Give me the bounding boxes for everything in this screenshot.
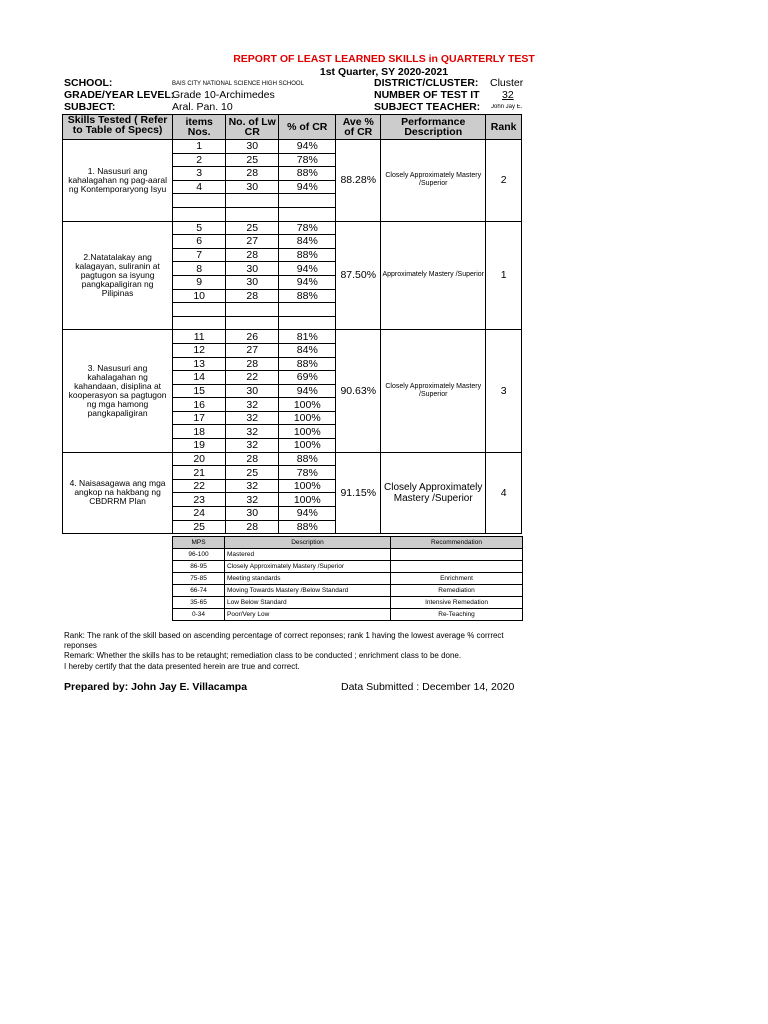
ave-cell: 91.15% — [336, 452, 381, 534]
item-cell: 3 — [173, 167, 226, 181]
subject-value: Aral. Pan. 10 — [172, 101, 233, 113]
mps-range-cell: 75-85 — [173, 573, 225, 585]
table-row — [63, 330, 522, 344]
lw-cell: 32 — [226, 425, 279, 439]
pct-cell: 100% — [279, 425, 336, 439]
test-items-value: 32 — [502, 89, 514, 101]
mps-row — [173, 597, 523, 609]
mps-row — [173, 549, 523, 561]
item-cell: 6 — [173, 235, 226, 249]
lw-cell: 28 — [226, 520, 279, 534]
teacher-label: SUBJECT TEACHER: — [374, 101, 481, 113]
item-cell: 7 — [173, 248, 226, 262]
pct-cell: 88% — [279, 289, 336, 303]
lw-cell: 25 — [226, 466, 279, 480]
least-learned-skills-table — [62, 114, 522, 534]
lw-cell: 25 — [226, 221, 279, 235]
rank-cell: 3 — [486, 330, 522, 452]
pct-cell: 94% — [279, 180, 336, 194]
pct-cell: 84% — [279, 343, 336, 357]
item-cell: 21 — [173, 466, 226, 480]
item-cell: 11 — [173, 330, 226, 344]
mps-recommendation-cell: Intensive Remedation — [391, 597, 523, 609]
pct-cell: 78% — [279, 153, 336, 167]
grade-value: Grade 10-Archimedes — [172, 89, 275, 101]
mps-recommendation-header: Recommendation — [391, 537, 523, 549]
school-value: BAIS CITY NATIONAL SCIENCE HIGH SCHOOL — [172, 81, 304, 87]
rank-cell: 4 — [486, 452, 522, 534]
remark-note: Remark: Whether the skills has to be retaught; remediation class to be conducted ; enrichment class to be done. — [64, 651, 462, 660]
pct-cell: 94% — [279, 275, 336, 289]
item-cell: 1 — [173, 140, 226, 154]
mps-recommendation-cell — [391, 561, 523, 573]
item-cell — [173, 316, 226, 330]
header-skills: Skills Tested ( Refer to Table of Specs) — [63, 115, 173, 140]
mps-recommendation-cell: Remediation — [391, 585, 523, 597]
school-label: SCHOOL: — [64, 77, 113, 89]
perf-cell: Closely Approximately Mastery /Superior — [381, 452, 486, 534]
mps-row — [173, 609, 523, 621]
lw-cell: 26 — [226, 330, 279, 344]
certify-note: I hereby certify that the data presented herein are true and correct. — [64, 662, 300, 671]
lw-cell: 30 — [226, 180, 279, 194]
pct-cell: 81% — [279, 330, 336, 344]
item-cell: 23 — [173, 493, 226, 507]
report-subtitle: 1st Quarter, SY 2020-2021 — [319, 66, 449, 78]
table-row — [63, 452, 522, 466]
lw-cell: 28 — [226, 248, 279, 262]
pct-cell: 100% — [279, 493, 336, 507]
pct-cell: 88% — [279, 520, 336, 534]
item-cell: 9 — [173, 275, 226, 289]
lw-cell: 30 — [226, 507, 279, 521]
mps-range-cell: 66-74 — [173, 585, 225, 597]
lw-cell: 28 — [226, 357, 279, 371]
item-cell — [173, 194, 226, 208]
lw-cell: 30 — [226, 262, 279, 276]
pct-cell: 100% — [279, 398, 336, 412]
mps-description-cell: Meeting standards — [225, 573, 391, 585]
item-cell: 25 — [173, 520, 226, 534]
pct-cell — [279, 303, 336, 317]
header-items: items Nos. — [173, 115, 226, 140]
mps-range-cell: 86-95 — [173, 561, 225, 573]
item-cell: 5 — [173, 221, 226, 235]
ave-cell: 90.63% — [336, 330, 381, 452]
mps-row — [173, 561, 523, 573]
rank-cell: 1 — [486, 221, 522, 330]
lw-cell: 22 — [226, 371, 279, 385]
pct-cell: 100% — [279, 479, 336, 493]
item-cell: 15 — [173, 384, 226, 398]
rank-cell: 2 — [486, 140, 522, 222]
pct-cell: 100% — [279, 439, 336, 453]
mps-table — [172, 536, 523, 621]
item-cell — [173, 303, 226, 317]
item-cell — [173, 207, 226, 221]
mps-description-cell: Poor/Very Low — [225, 609, 391, 621]
lw-cell: 32 — [226, 493, 279, 507]
pct-cell: 88% — [279, 452, 336, 466]
pct-cell: 88% — [279, 248, 336, 262]
teacher-value: John Jay E. — [491, 104, 523, 110]
test-items-label: NUMBER OF TEST IT — [374, 89, 480, 101]
header-lw: No. of Lw CR — [226, 115, 279, 140]
pct-cell: 100% — [279, 411, 336, 425]
lw-cell — [226, 194, 279, 208]
item-cell: 8 — [173, 262, 226, 276]
item-cell: 20 — [173, 452, 226, 466]
lw-cell: 30 — [226, 275, 279, 289]
pct-cell: 94% — [279, 507, 336, 521]
item-cell: 24 — [173, 507, 226, 521]
item-cell: 18 — [173, 425, 226, 439]
skill-cell: 4. Naisasagawa ang mga angkop na hakbang ng CBDRRM Plan — [63, 452, 173, 534]
skill-cell: 1. Nasusuri ang kahalagahan ng pag-aaral ng Kontemporaryong Isyu — [63, 140, 173, 222]
pct-cell — [279, 316, 336, 330]
mps-row — [173, 585, 523, 597]
item-cell: 12 — [173, 343, 226, 357]
skill-cell: 2.Natatalakay ang kalagayan, suliranin at pagtugon sa isyung pangkapaligiran ng Pilipinas — [63, 221, 173, 330]
mps-description-cell: Moving Towards Mastery /Below Standard — [225, 585, 391, 597]
header-perf: Performance Description — [381, 115, 486, 140]
grade-label: GRADE/YEAR LEVEL: — [64, 89, 175, 101]
mps-description-cell: Mastered — [225, 549, 391, 561]
perf-cell: Approximately Mastery /Superior — [381, 221, 486, 330]
lw-cell — [226, 303, 279, 317]
item-cell: 13 — [173, 357, 226, 371]
item-cell: 10 — [173, 289, 226, 303]
table-row — [63, 140, 522, 154]
mps-description-header: Description — [225, 537, 391, 549]
district-value: Cluster — [490, 77, 524, 89]
pct-cell: 78% — [279, 466, 336, 480]
mps-description-cell: Closely Approximately Mastery /Superior — [225, 561, 391, 573]
mps-recommendation-cell — [391, 549, 523, 561]
ave-cell: 88.28% — [336, 140, 381, 222]
mps-recommendation-cell: Re-Teaching — [391, 609, 523, 621]
item-cell: 22 — [173, 479, 226, 493]
lw-cell: 27 — [226, 235, 279, 249]
lw-cell: 32 — [226, 398, 279, 412]
perf-cell: Closely Approximately Mastery /Superior — [381, 140, 486, 222]
mps-range-cell: 0-34 — [173, 609, 225, 621]
lw-cell — [226, 316, 279, 330]
lw-cell: 32 — [226, 439, 279, 453]
pct-cell: 84% — [279, 235, 336, 249]
lw-cell: 32 — [226, 411, 279, 425]
item-cell: 2 — [173, 153, 226, 167]
lw-cell: 25 — [226, 153, 279, 167]
pct-cell — [279, 194, 336, 208]
lw-cell: 28 — [226, 452, 279, 466]
item-cell: 4 — [173, 180, 226, 194]
header-rank: Rank — [486, 115, 522, 140]
pct-cell: 88% — [279, 357, 336, 371]
subject-label: SUBJECT: — [64, 101, 116, 113]
header-ave: Ave % of CR — [336, 115, 381, 140]
mps-row — [173, 573, 523, 585]
ave-cell: 87.50% — [336, 221, 381, 330]
rank-note: Rank: The rank of the skill based on ascending percentage of correct reponses; rank 1 having the lowest average % corrrect reponses — [64, 631, 504, 650]
lw-cell: 27 — [226, 343, 279, 357]
district-label: DISTRICT/CLUSTER: — [374, 77, 479, 89]
pct-cell — [279, 207, 336, 221]
mps-header: MPS — [173, 537, 225, 549]
lw-cell: 28 — [226, 289, 279, 303]
skill-cell: 3. Nasusuri ang kahalagahan ng kahandaan, disiplina at kooperasyon sa pagtugon ng mga hamong pangkapaligiran — [63, 330, 173, 452]
mps-range-cell: 96-100 — [173, 549, 225, 561]
date-submitted: Data Submitted : December 14, 2020 — [341, 681, 515, 693]
lw-cell: 30 — [226, 384, 279, 398]
lw-cell: 32 — [226, 479, 279, 493]
item-cell: 17 — [173, 411, 226, 425]
pct-cell: 94% — [279, 262, 336, 276]
mps-range-cell: 35-65 — [173, 597, 225, 609]
lw-cell — [226, 207, 279, 221]
lw-cell: 28 — [226, 167, 279, 181]
table-row — [63, 221, 522, 235]
pct-cell: 94% — [279, 384, 336, 398]
pct-cell: 88% — [279, 167, 336, 181]
prepared-by: Prepared by: John Jay E. Villacampa — [64, 681, 248, 693]
pct-cell: 94% — [279, 140, 336, 154]
mps-recommendation-cell: Enrichment — [391, 573, 523, 585]
pct-cell: 78% — [279, 221, 336, 235]
item-cell: 14 — [173, 371, 226, 385]
perf-cell: Closely Approximately Mastery /Superior — [381, 330, 486, 452]
header-pct: % of CR — [279, 115, 336, 140]
lw-cell: 30 — [226, 140, 279, 154]
mps-description-cell: Low Below Standard — [225, 597, 391, 609]
item-cell: 19 — [173, 439, 226, 453]
item-cell: 16 — [173, 398, 226, 412]
pct-cell: 69% — [279, 371, 336, 385]
report-title: REPORT OF LEAST LEARNED SKILLS in QUARTERLY TEST — [233, 53, 535, 65]
